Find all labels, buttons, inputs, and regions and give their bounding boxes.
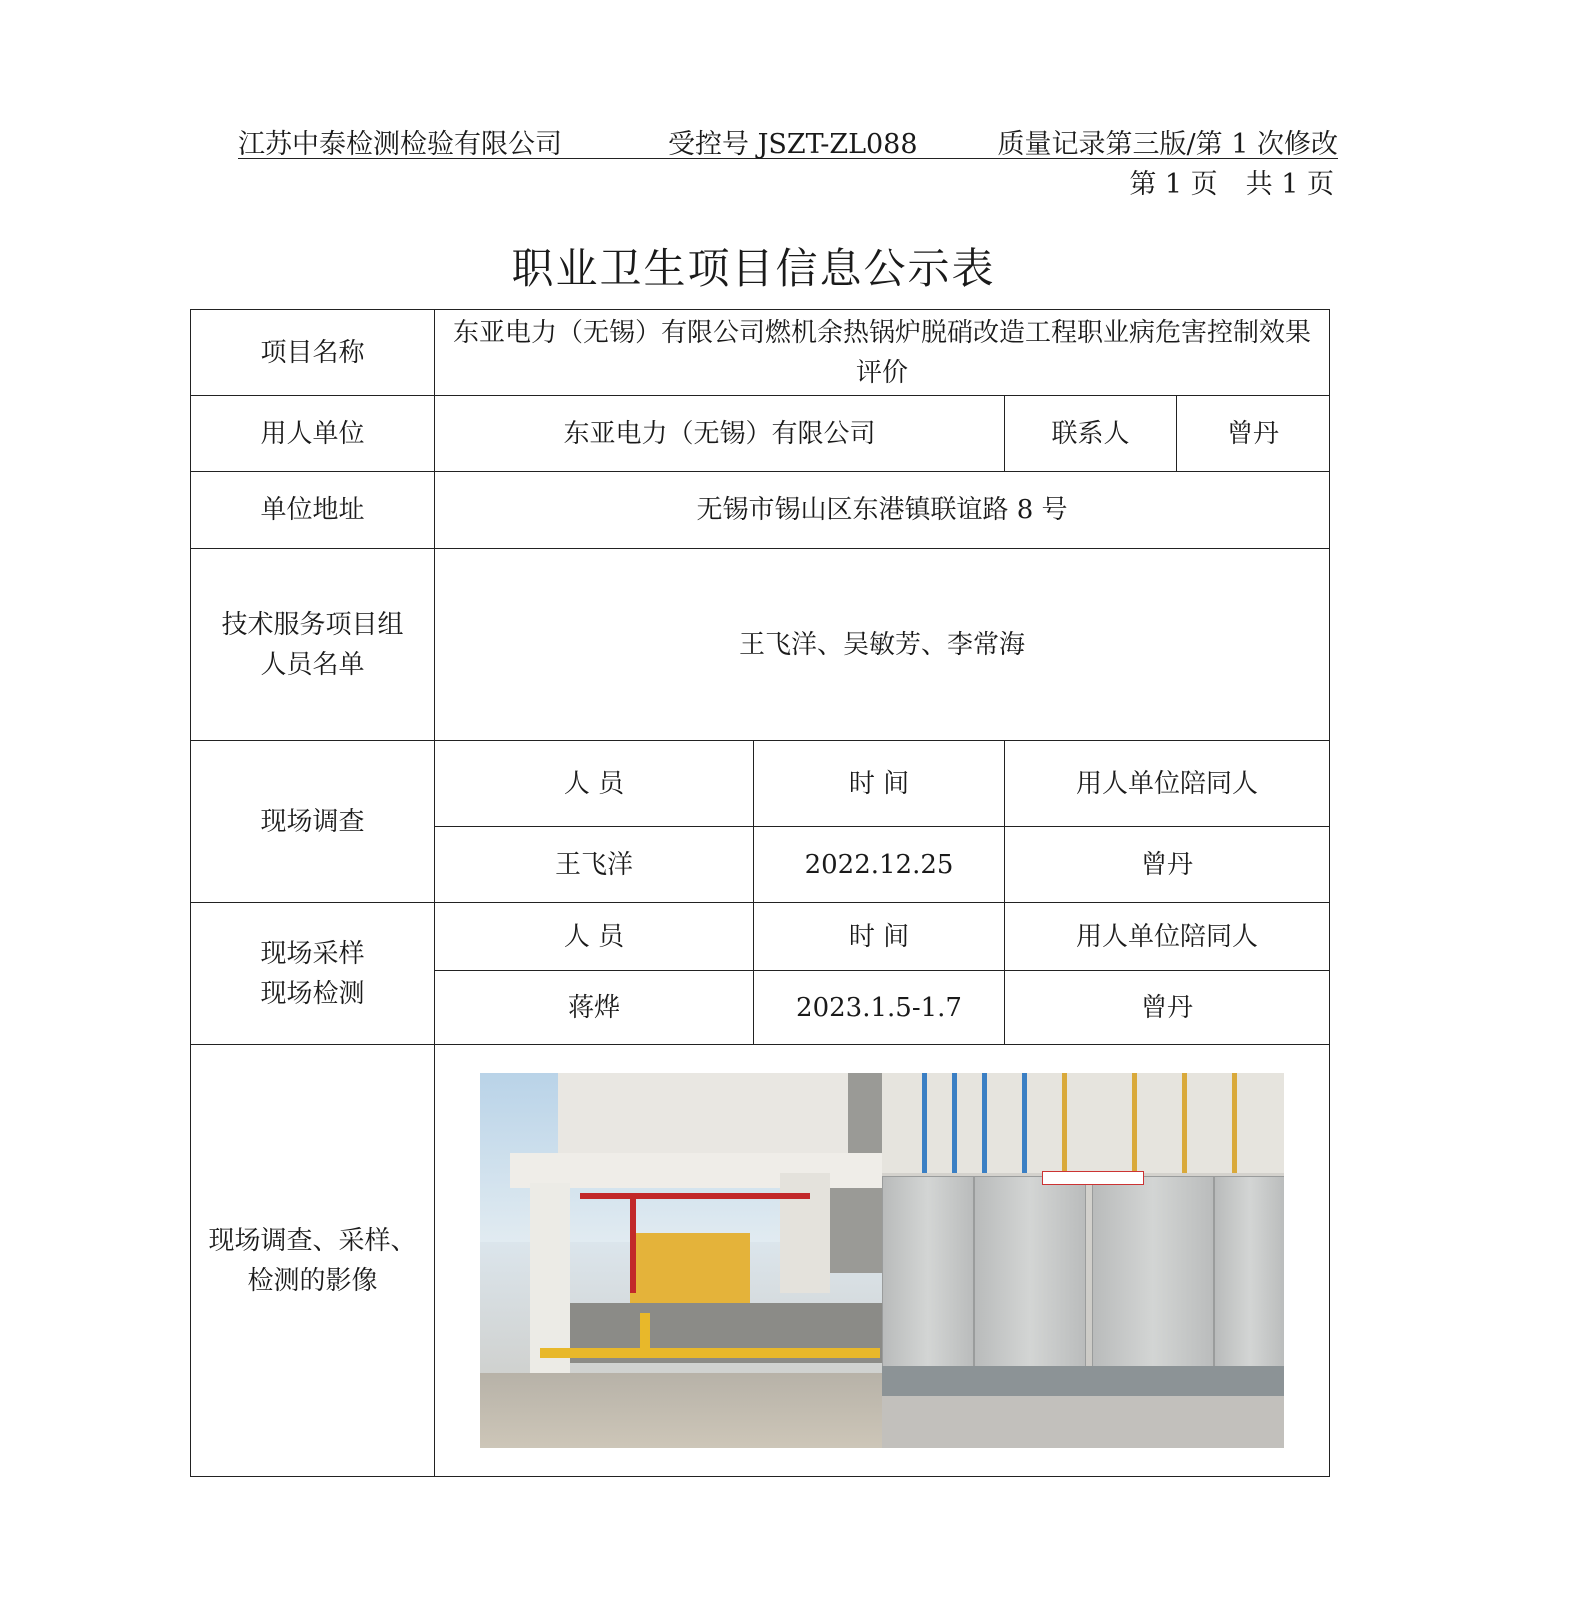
survey-label: 现场调查 xyxy=(191,741,435,903)
sampling-header-time: 时 间 xyxy=(754,903,1005,971)
survey-person: 王飞洋 xyxy=(435,827,754,903)
survey-time: 2022.12.25 xyxy=(754,827,1005,903)
team-label-line2: 人员名单 xyxy=(260,649,365,680)
address-label: 单位地址 xyxy=(191,472,435,549)
survey-header-time: 时 间 xyxy=(754,741,1005,827)
site-photo-gas-station xyxy=(480,1073,882,1448)
document-header xyxy=(238,118,1338,159)
row-images xyxy=(191,1045,1330,1477)
control-number: 受控号 JSZT-ZL088 xyxy=(668,129,918,160)
site-photo-cabinets xyxy=(882,1073,1284,1448)
sampling-label-line1: 现场采样 xyxy=(260,938,365,969)
employer-value: 东亚电力（无锡）有限公司 xyxy=(435,396,1005,472)
survey-escort: 曾丹 xyxy=(1005,827,1330,903)
sampling-label xyxy=(191,903,435,1045)
images-label xyxy=(191,1045,435,1477)
sampling-label-line2: 现场检测 xyxy=(260,978,365,1009)
photo-strip xyxy=(435,1045,1329,1476)
row-project-name xyxy=(191,310,1330,396)
page-number xyxy=(1129,162,1334,201)
sampling-person: 蒋烨 xyxy=(435,971,754,1045)
images-label-line2: 检测的影像 xyxy=(247,1265,378,1296)
row-employer xyxy=(191,396,1330,472)
sampling-header-person: 人 员 xyxy=(435,903,754,971)
team-value: 王飞洋、吴敏芳、李常海 xyxy=(435,549,1330,741)
page-total: 共 1 页 xyxy=(1245,169,1334,200)
row-sampling-header xyxy=(191,903,1330,971)
project-name-label: 项目名称 xyxy=(191,310,435,396)
contact-value: 曾丹 xyxy=(1177,396,1330,472)
team-label xyxy=(191,549,435,741)
project-name-value: 东亚电力（无锡）有限公司燃机余热锅炉脱硝改造工程职业病危害控制效果评价 xyxy=(435,310,1330,396)
survey-header-escort: 用人单位陪同人 xyxy=(1005,741,1330,827)
row-address xyxy=(191,472,1330,549)
contact-label: 联系人 xyxy=(1005,396,1177,472)
address-value: 无锡市锡山区东港镇联谊路 8 号 xyxy=(435,472,1330,549)
images-label-line1: 现场调查、采样、 xyxy=(208,1225,417,1256)
info-table xyxy=(190,309,1330,1477)
sampling-escort: 曾丹 xyxy=(1005,971,1330,1045)
page-current: 第 1 页 xyxy=(1129,169,1218,200)
team-label-line1: 技术服务项目组 xyxy=(221,609,404,640)
row-team xyxy=(191,549,1330,741)
survey-header-person: 人 员 xyxy=(435,741,754,827)
images-cell xyxy=(435,1045,1330,1477)
company-name: 江苏中泰检测检验有限公司 xyxy=(238,129,562,160)
employer-label: 用人单位 xyxy=(191,396,435,472)
page-title: 职业卫生项目信息公示表 xyxy=(511,244,996,293)
quality-version: 质量记录第三版/第 1 次修改 xyxy=(997,129,1338,160)
sampling-time: 2023.1.5-1.7 xyxy=(754,971,1005,1045)
row-survey-header xyxy=(191,741,1330,827)
sampling-header-escort: 用人单位陪同人 xyxy=(1005,903,1330,971)
